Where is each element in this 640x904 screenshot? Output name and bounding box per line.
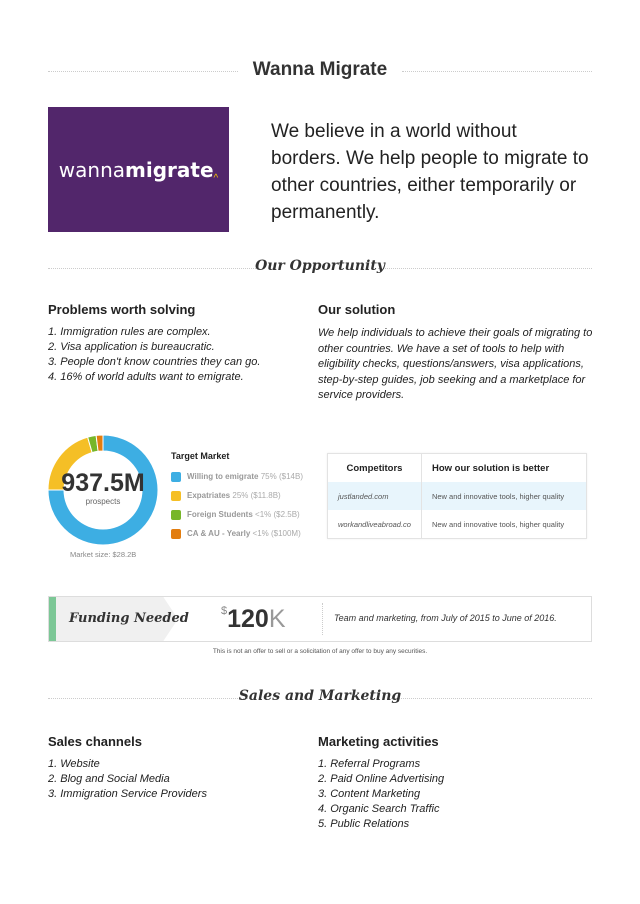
prospects-label: prospects (85, 497, 121, 506)
prospects-count: 937.5M (61, 469, 145, 497)
market-size: Market size: $28.2B (70, 550, 137, 559)
activities-title: Marketing activities (318, 734, 439, 749)
funding-label: Funding Needed (69, 611, 189, 626)
list-item: 3. People don't know countries they can go. (48, 356, 261, 368)
target-market-title: Target Market (171, 451, 230, 461)
list-item: 5. Public Relations (318, 818, 410, 830)
list-item: 1. Referral Programs (318, 758, 421, 770)
arrow-icon: ^ (213, 173, 219, 184)
list-item: 1. Website (48, 758, 100, 770)
funding-amount: $120K (221, 605, 286, 633)
list-item: 1. Immigration rules are complex. (48, 326, 211, 338)
legend (171, 467, 303, 543)
opportunity-heading: Our Opportunity (255, 258, 385, 274)
table-row: workandliveabroad.co New and innovative tools, higher quality (328, 510, 586, 538)
list-item: 3. Immigration Service Providers (48, 788, 207, 800)
legend-item: Foreign Students <1% ($2.5B) (171, 505, 303, 524)
funding-description: Team and marketing, from July of 2015 to June of 2016. (334, 613, 557, 623)
legend-swatch (171, 472, 181, 482)
channels-list (48, 757, 207, 802)
list-item: 4. Organic Search Traffic (318, 803, 440, 815)
problems-title: Problems worth solving (48, 302, 196, 317)
logo: wanna migrate ^ (48, 107, 229, 232)
legend-swatch (171, 491, 181, 501)
legend-swatch (171, 510, 181, 520)
list-item: 2. Visa application is bureaucratic. (48, 341, 215, 353)
legend-item: Expatriates 25% ($11.8B) (171, 486, 303, 505)
list-item: 2. Blog and Social Media (48, 773, 170, 785)
solution-title: Our solution (318, 302, 396, 317)
funding-banner (48, 596, 592, 642)
legend-swatch (171, 529, 181, 539)
problems-list (48, 325, 260, 385)
list-item: 4. 16% of world adults want to emigrate. (48, 371, 244, 383)
channels-title: Sales channels (48, 734, 142, 749)
legend-item: CA & AU - Yearly <1% ($100M) (171, 524, 303, 543)
list-item: 3. Content Marketing (318, 788, 421, 800)
legend-item: Willing to emigrate 75% ($14B) (171, 467, 303, 486)
sales-heading: Sales and Marketing (238, 688, 402, 704)
page-title: Wanna Migrate (252, 59, 388, 80)
competitors-table: Competitors How our solution is better justlanded.com New and innovative tools, higher quality workandliveabroad.co New and innovative tools, higher quality (327, 453, 587, 539)
list-item: 2. Paid Online Advertising (318, 773, 445, 785)
solution-text: We help individuals to achieve their goals of migrating to other countries. We have a set of tools to help with eligibility checks, questions/answers, visa applications, step-by-step guides, job seeking and a marketplace for service providers. (318, 327, 593, 401)
table-row: justlanded.com New and innovative tools, higher quality (328, 482, 586, 510)
tagline: We believe in a world without borders. We help people to migrate to other countries, either temporarily or permanently. (271, 121, 589, 223)
activities-list (318, 757, 444, 832)
disclaimer: This is not an offer to sell or a solicitation of any offer to buy any securities. (212, 648, 428, 655)
